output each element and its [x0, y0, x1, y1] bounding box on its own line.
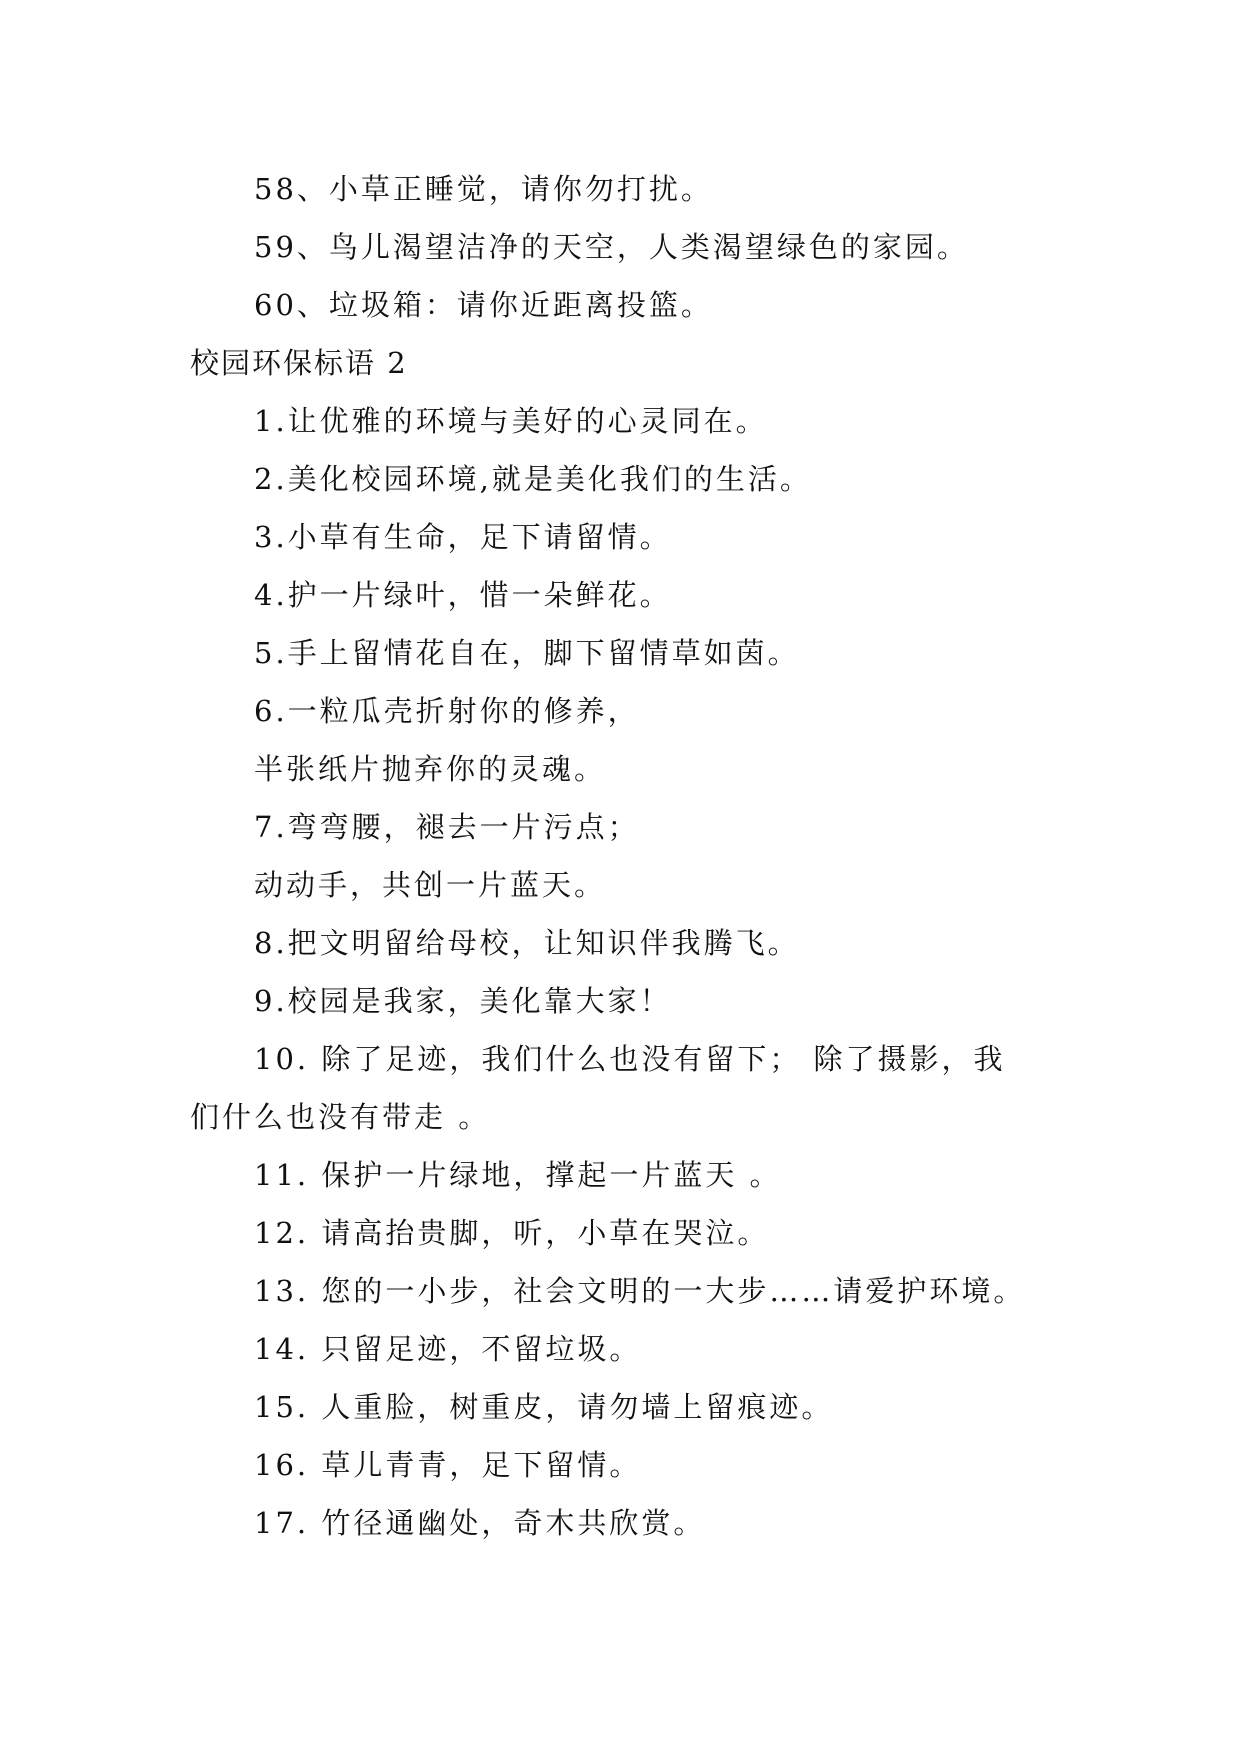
section-title: 校园环保标语 2	[190, 346, 408, 380]
slogan-item-wrap: 们什么也没有带走 。	[190, 1100, 491, 1134]
slogan-item: 12. 请高抬贵脚，听，小草在哭泣。	[254, 1216, 770, 1250]
slogan-line: 58、小草正睡觉，请你勿打扰。	[254, 172, 713, 206]
slogan-item: 15. 人重脸，树重皮，请勿墙上留痕迹。	[254, 1390, 834, 1424]
slogan-item: 6.一粒瓜壳折射你的修养，	[254, 694, 640, 728]
document-body	[190, 160, 1070, 1552]
slogan-item: 8.把文明留给母校，让知识伴我腾飞。	[254, 926, 800, 960]
slogan-item: 3.小草有生命，足下请留情。	[254, 520, 672, 554]
slogan-line: 60、垃圾箱：请你近距离投篮。	[254, 288, 713, 322]
slogan-line: 59、鸟儿渴望洁净的天空，人类渴望绿色的家园。	[254, 230, 969, 264]
slogan-item: 13. 您的一小步，社会文明的一大步……请爱护环境。	[254, 1274, 1026, 1308]
slogan-item-continuation: 半张纸片抛弃你的灵魂。	[254, 752, 607, 786]
slogan-item: 5.手上留情花自在，脚下留情草如茵。	[254, 636, 800, 670]
slogan-item: 11. 保护一片绿地，撑起一片蓝天 。	[254, 1158, 782, 1192]
slogan-item: 9.校园是我家，美化靠大家！	[254, 984, 672, 1018]
slogan-item: 2.美化校园环境,就是美化我们的生活。	[254, 462, 812, 496]
slogan-item: 16. 草儿青青，足下留情。	[254, 1448, 642, 1482]
slogan-item: 4.护一片绿叶，惜一朵鲜花。	[254, 578, 672, 612]
slogan-item: 14. 只留足迹，不留垃圾。	[254, 1332, 642, 1366]
slogan-item: 10. 除了足迹，我们什么也没有留下； 除了摄影，我	[254, 1042, 1006, 1076]
slogan-item: 17. 竹径通幽处，奇木共欣赏。	[254, 1506, 706, 1540]
slogan-item-continuation: 动动手，共创一片蓝天。	[254, 868, 607, 902]
slogan-item: 7.弯弯腰，褪去一片污点；	[254, 810, 640, 844]
slogan-item: 1.让优雅的环境与美好的心灵同在。	[254, 404, 768, 438]
